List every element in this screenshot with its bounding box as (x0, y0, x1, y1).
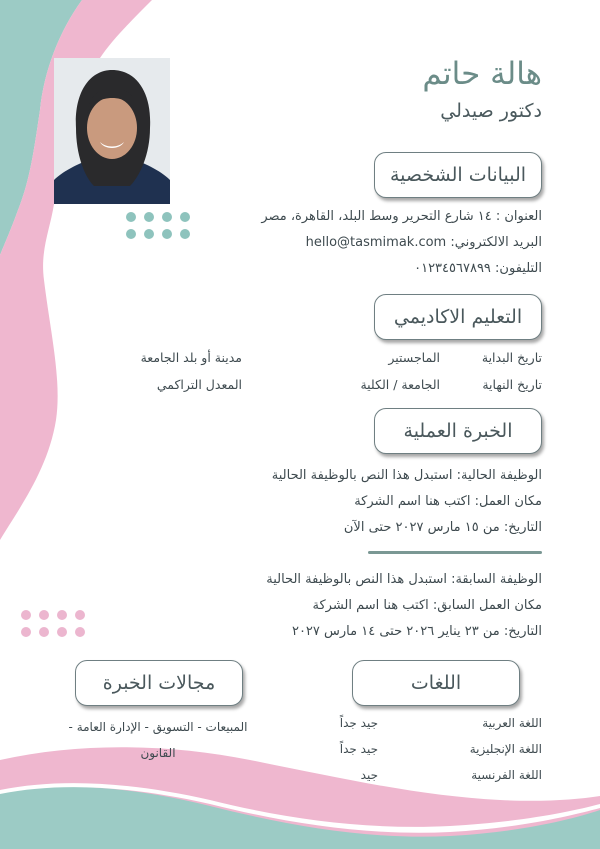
full-name: هالة حاتم (422, 56, 542, 92)
current-workplace: مكان العمل: اكتب هنا اسم الشركة (354, 494, 542, 509)
previous-job-date: التاريخ: من ٢٣ يناير ٢٠٢٦ حتى ١٤ مارس ٢٠٢٧ (291, 624, 542, 639)
language-level: جيد (360, 768, 378, 782)
divider (368, 551, 542, 554)
expertise-list (58, 714, 258, 766)
language-level: جيد جداً (339, 716, 378, 730)
email-line (306, 235, 542, 250)
current-job-date: التاريخ: من ١٥ مارس ٢٠٢٧ حتى الآن (343, 520, 542, 535)
previous-job: الوظيفة السابقة: استبدل هذا النص بالوظيفة الحالية (266, 572, 542, 587)
edu-degree: الماجستير (388, 350, 440, 365)
section-title-academic: التعليم الاكاديمي (374, 294, 542, 340)
edu-gpa: المعدل التراكمي (156, 377, 242, 392)
edu-end-date: تاريخ النهاية (482, 377, 542, 392)
edu-start-date: تاريخ البداية (481, 350, 542, 365)
section-title-expertise: مجالات الخبرة (75, 660, 243, 706)
profile-photo (54, 58, 170, 204)
phone-line: التليفون: ٠١٢٣٤٥٦٧٨٩٩ (414, 261, 542, 276)
job-title: دكتور صيدلي (440, 100, 542, 122)
address-line: العنوان : ١٤ شارع التحرير وسط البلد، القاهرة، مصر (261, 209, 542, 224)
expertise-line-2: القانون (140, 746, 176, 760)
section-title-personal: البيانات الشخصية (374, 152, 542, 198)
language-level: جيد جداً (339, 742, 378, 756)
person-portrait-icon (54, 58, 170, 204)
edu-city: مدينة أو بلد الجامعة (140, 350, 242, 365)
language-name: اللغة العربية (482, 716, 542, 730)
edu-university: الجامعة / الكلية (360, 377, 440, 392)
decorative-dots-teal (126, 212, 190, 239)
previous-workplace: مكان العمل السابق: اكتب هنا اسم الشركة (312, 598, 542, 613)
expertise-line-1: المبيعات - التسويق - الإدارة العامة - (68, 720, 248, 734)
language-name: اللغة الإنجليزية (469, 742, 542, 756)
section-title-languages: اللغات (352, 660, 520, 706)
email-label: البريد الالكتروني: (450, 235, 542, 250)
email-value: hello@tasmimak.com (305, 235, 447, 250)
decorative-dots-pink (21, 610, 85, 637)
section-title-work: الخبرة العملية (374, 408, 542, 454)
language-name: اللغة الفرنسية (471, 768, 542, 782)
current-job: الوظيفة الحالية: استبدل هذا النص بالوظيفة الحالية (271, 468, 542, 483)
